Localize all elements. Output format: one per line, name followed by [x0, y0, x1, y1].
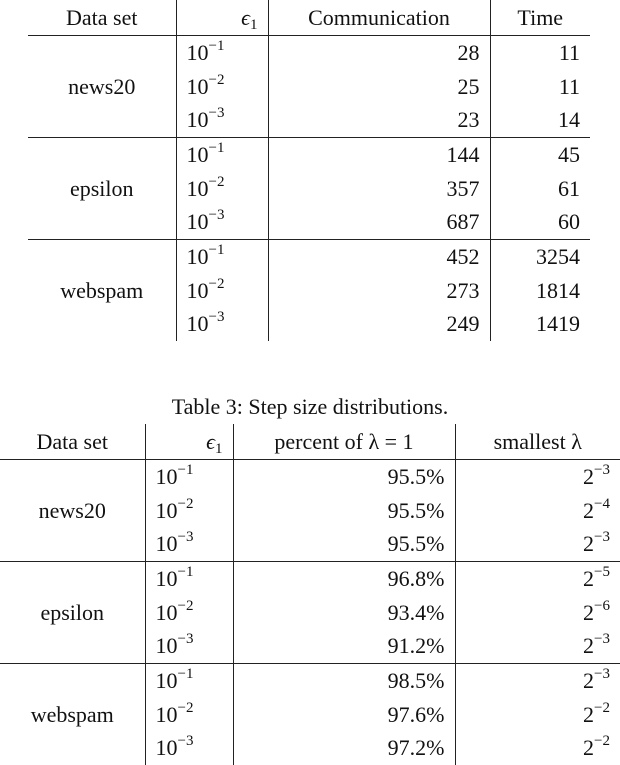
comm-cell: 144	[268, 138, 490, 172]
percent-cell: 91.2%	[233, 629, 455, 663]
smallest-base: 2	[583, 633, 594, 658]
epsilon-cell	[176, 70, 268, 104]
epsilon-base: 10	[187, 176, 209, 201]
epsilon-exponent: −2	[178, 598, 194, 614]
smallest-base: 2	[583, 600, 594, 625]
epsilon-base: 10	[187, 142, 209, 167]
header-epsilon	[145, 424, 233, 460]
dataset-cell: webspam	[28, 240, 176, 342]
epsilon-base: 10	[156, 498, 178, 523]
smallest-cell	[455, 664, 620, 698]
table-row	[28, 138, 590, 172]
epsilon-cell	[145, 494, 233, 528]
percent-cell: 93.4%	[233, 596, 455, 630]
smallest-exponent: −2	[594, 733, 610, 749]
step-size-table	[0, 424, 620, 765]
time-cell: 60	[490, 205, 590, 239]
epsilon-cell	[145, 596, 233, 630]
epsilon-cell	[145, 527, 233, 561]
epsilon-base: 10	[156, 633, 178, 658]
smallest-exponent: −5	[594, 564, 610, 580]
header-smallest: smallest λ	[455, 424, 620, 460]
epsilon-subscript: 1	[250, 17, 258, 33]
time-cell: 11	[490, 70, 590, 104]
dataset-cell: epsilon	[0, 562, 145, 664]
epsilon-cell	[176, 138, 268, 172]
epsilon-cell	[176, 36, 268, 70]
epsilon-exponent: −2	[209, 72, 225, 88]
epsilon-base: 10	[156, 566, 178, 591]
smallest-exponent: −3	[594, 631, 610, 647]
epsilon-subscript: 1	[215, 441, 223, 457]
epsilon-cell	[176, 240, 268, 274]
communication-time-table	[28, 0, 590, 341]
smallest-cell	[455, 494, 620, 528]
time-cell: 45	[490, 138, 590, 172]
smallest-exponent: −6	[594, 598, 610, 614]
smallest-cell	[455, 562, 620, 596]
epsilon-base: 10	[187, 107, 209, 132]
epsilon-exponent: −2	[209, 174, 225, 190]
comm-cell: 23	[268, 103, 490, 137]
epsilon-base: 10	[187, 311, 209, 336]
table-row	[0, 562, 620, 596]
smallest-base: 2	[583, 464, 594, 489]
table-caption: Table 3: Step size distributions.	[0, 394, 620, 420]
smallest-cell	[455, 698, 620, 732]
smallest-base: 2	[583, 531, 594, 556]
epsilon-base: 10	[156, 668, 178, 693]
epsilon-exponent: −1	[209, 38, 225, 54]
header-row	[0, 424, 620, 460]
epsilon-exponent: −2	[178, 700, 194, 716]
table-row	[28, 240, 590, 274]
epsilon-exponent: −1	[209, 242, 225, 258]
percent-cell: 98.5%	[233, 664, 455, 698]
smallest-base: 2	[583, 566, 594, 591]
header-communication: Communication	[268, 0, 490, 36]
smallest-cell	[455, 527, 620, 561]
dataset-cell: webspam	[0, 664, 145, 765]
dataset-cell: news20	[28, 36, 176, 138]
time-cell: 3254	[490, 240, 590, 274]
time-cell: 11	[490, 36, 590, 70]
smallest-base: 2	[583, 668, 594, 693]
header-dataset: Data set	[28, 0, 176, 36]
epsilon-exponent: −2	[178, 496, 194, 512]
epsilon-base: 10	[156, 702, 178, 727]
comm-cell: 687	[268, 205, 490, 239]
epsilon-exponent: −3	[178, 631, 194, 647]
smallest-base: 2	[583, 702, 594, 727]
epsilon-cell	[176, 172, 268, 206]
smallest-cell	[455, 596, 620, 630]
epsilon-exponent: −1	[209, 140, 225, 156]
epsilon-cell	[176, 205, 268, 239]
percent-cell: 95.5%	[233, 494, 455, 528]
epsilon-base: 10	[187, 278, 209, 303]
epsilon-cell	[145, 629, 233, 663]
epsilon-symbol: ϵ	[241, 5, 250, 30]
time-cell: 1419	[490, 308, 590, 342]
comm-cell: 28	[268, 36, 490, 70]
epsilon-cell	[145, 664, 233, 698]
percent-cell: 95.5%	[233, 527, 455, 561]
comm-cell: 357	[268, 172, 490, 206]
smallest-exponent: −3	[594, 666, 610, 682]
epsilon-cell	[176, 308, 268, 342]
smallest-base: 2	[583, 735, 594, 760]
smallest-cell	[455, 460, 620, 494]
table-row	[0, 664, 620, 698]
epsilon-exponent: −1	[178, 666, 194, 682]
smallest-exponent: −2	[594, 700, 610, 716]
epsilon-exponent: −3	[209, 309, 225, 325]
epsilon-cell	[145, 698, 233, 732]
epsilon-cell	[176, 103, 268, 137]
comm-cell: 452	[268, 240, 490, 274]
smallest-cell	[455, 629, 620, 663]
epsilon-exponent: −1	[178, 462, 194, 478]
epsilon-base: 10	[156, 531, 178, 556]
percent-cell: 97.6%	[233, 698, 455, 732]
header-percent: percent of λ = 1	[233, 424, 455, 460]
epsilon-base: 10	[156, 735, 178, 760]
epsilon-cell	[176, 274, 268, 308]
epsilon-base: 10	[156, 464, 178, 489]
header-row	[28, 0, 590, 36]
epsilon-exponent: −3	[178, 529, 194, 545]
smallest-base: 2	[583, 498, 594, 523]
comm-cell: 25	[268, 70, 490, 104]
time-cell: 61	[490, 172, 590, 206]
epsilon-symbol: ϵ	[206, 429, 215, 454]
table-row	[0, 460, 620, 494]
percent-cell: 97.2%	[233, 732, 455, 765]
comm-cell: 273	[268, 274, 490, 308]
header-time: Time	[490, 0, 590, 36]
percent-cell: 96.8%	[233, 562, 455, 596]
epsilon-cell	[145, 460, 233, 494]
epsilon-exponent: −3	[209, 207, 225, 223]
epsilon-exponent: −3	[178, 733, 194, 749]
time-cell: 14	[490, 103, 590, 137]
header-dataset: Data set	[0, 424, 145, 460]
dataset-cell: news20	[0, 460, 145, 562]
time-cell: 1814	[490, 274, 590, 308]
epsilon-base: 10	[156, 600, 178, 625]
epsilon-base: 10	[187, 40, 209, 65]
smallest-exponent: −3	[594, 529, 610, 545]
dataset-cell: epsilon	[28, 138, 176, 240]
epsilon-exponent: −2	[209, 276, 225, 292]
comm-cell: 249	[268, 308, 490, 342]
table-row	[28, 36, 590, 70]
epsilon-exponent: −1	[178, 564, 194, 580]
percent-cell: 95.5%	[233, 460, 455, 494]
smallest-exponent: −4	[594, 496, 610, 512]
header-epsilon	[176, 0, 268, 36]
smallest-exponent: −3	[594, 462, 610, 478]
epsilon-base: 10	[187, 244, 209, 269]
epsilon-base: 10	[187, 74, 209, 99]
epsilon-cell	[145, 562, 233, 596]
epsilon-exponent: −3	[209, 105, 225, 121]
epsilon-base: 10	[187, 209, 209, 234]
